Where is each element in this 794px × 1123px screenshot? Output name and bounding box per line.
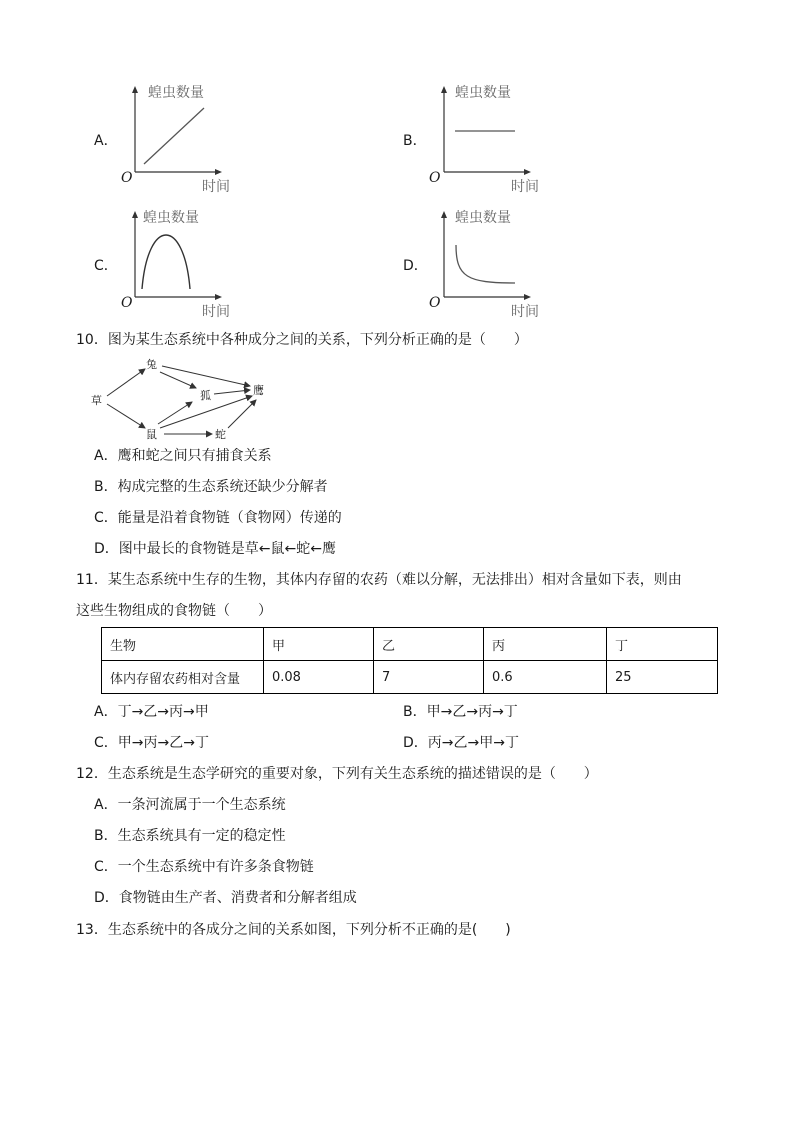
x-axis-arrow (215, 294, 222, 300)
option-d-letter: D． (403, 258, 428, 274)
q10-option-c[interactable]: C．能量是沿着食物链（食物网）传递的 (94, 510, 342, 526)
node-rabbit: 兔 (146, 358, 157, 371)
node-mouse: 鼠 (146, 428, 157, 441)
food-web-diagram (90, 356, 280, 442)
curve-arch (142, 235, 190, 289)
option-b-letter: B． (403, 133, 427, 149)
question-11-stem-line1: 11．某生态系统中生存的生物，其体内存留的农药（难以分解，无法排出）相对含量如下表，则由 (76, 572, 682, 588)
graph-b (427, 82, 567, 197)
arrow-grass-mouse (107, 404, 145, 428)
table-cell: 0.08 (264, 661, 374, 694)
arrow-rabbit-fox (160, 372, 196, 388)
graph-c (118, 207, 258, 322)
table-cell: 甲 (264, 628, 374, 661)
graph-d (427, 207, 567, 322)
arrow-mouse-fox (158, 402, 192, 424)
y-axis-label: 蝗虫数量 (455, 85, 511, 101)
origin-label: O (429, 295, 441, 311)
node-eagle: 鹰 (253, 384, 264, 397)
q10-option-a[interactable]: A．鹰和蛇之间只有捕食关系 (94, 448, 272, 464)
q10-option-d[interactable]: D．图中最长的食物链是草←鼠←蛇←鹰 (94, 541, 336, 557)
y-axis-arrow (441, 86, 447, 93)
table-cell: 体内存留农药相对含量 (102, 661, 264, 694)
arrow-fox-eagle (214, 390, 250, 394)
question-11-stem-line2: 这些生物组成的食物链（ ） (76, 603, 272, 619)
q12-option-a[interactable]: A．一条河流属于一个生态系统 (94, 797, 286, 813)
table-row (102, 661, 718, 694)
table-cell: 乙 (374, 628, 484, 661)
arrow-snake-eagle (228, 400, 256, 428)
y-axis-label: 蝗虫数量 (143, 210, 199, 226)
y-axis-arrow (132, 86, 138, 93)
q11-option-b[interactable]: B．甲→乙→丙→丁 (403, 704, 518, 720)
q10-option-b[interactable]: B．构成完整的生态系统还缺少分解者 (94, 479, 328, 495)
x-axis-label: 时间 (202, 179, 230, 195)
x-axis-arrow (524, 169, 531, 175)
arrow-rabbit-eagle (162, 366, 250, 386)
table-cell: 丙 (484, 628, 607, 661)
table-cell: 0.6 (484, 661, 607, 694)
option-c-letter: C． (94, 258, 118, 274)
node-fox: 狐 (200, 389, 211, 402)
option-a-letter: A． (94, 133, 118, 149)
x-axis-label: 时间 (511, 179, 539, 195)
table-cell: 丁 (607, 628, 718, 661)
x-axis-label: 时间 (511, 304, 539, 320)
curve-increasing (144, 108, 204, 164)
q12-option-b[interactable]: B．生态系统具有一定的稳定性 (94, 828, 286, 844)
q12-option-c[interactable]: C．一个生态系统中有许多条食物链 (94, 859, 314, 875)
node-grass: 草 (91, 394, 102, 407)
origin-label: O (429, 170, 441, 186)
q12-option-d[interactable]: D．食物链由生产者、消费者和分解者组成 (94, 890, 357, 906)
question-12-stem: 12．生态系统是生态学研究的重要对象，下列有关生态系统的描述错误的是（ ） (76, 766, 598, 782)
q11-option-d[interactable]: D．丙→乙→甲→丁 (403, 735, 519, 751)
table-cell: 7 (374, 661, 484, 694)
q11-option-a[interactable]: A．丁→乙→丙→甲 (94, 704, 209, 720)
question-13-stem: 13．生态系统中的各成分之间的关系如图，下列分析不正确的是( ) (76, 922, 511, 938)
x-axis-arrow (524, 294, 531, 300)
question-10-stem: 10．图为某生态系统中各种成分之间的关系，下列分析正确的是（ ） (76, 332, 528, 348)
pesticide-table (101, 627, 718, 694)
node-snake: 蛇 (215, 428, 226, 441)
table-cell: 25 (607, 661, 718, 694)
y-axis-label: 蝗虫数量 (455, 210, 511, 226)
graph-a (118, 82, 258, 197)
x-axis-arrow (215, 169, 222, 175)
table-cell: 生物 (102, 628, 264, 661)
y-axis-label: 蝗虫数量 (148, 85, 204, 101)
origin-label: O (121, 295, 133, 311)
table-header-row (102, 628, 718, 661)
y-axis-arrow (441, 211, 447, 218)
origin-label: O (121, 170, 133, 186)
x-axis-label: 时间 (202, 304, 230, 320)
y-axis-arrow (132, 211, 138, 218)
food-web-svg (90, 356, 280, 442)
curve-decay (456, 245, 515, 283)
arrow-grass-rabbit (107, 369, 145, 396)
q11-option-c[interactable]: C．甲→丙→乙→丁 (94, 735, 209, 751)
